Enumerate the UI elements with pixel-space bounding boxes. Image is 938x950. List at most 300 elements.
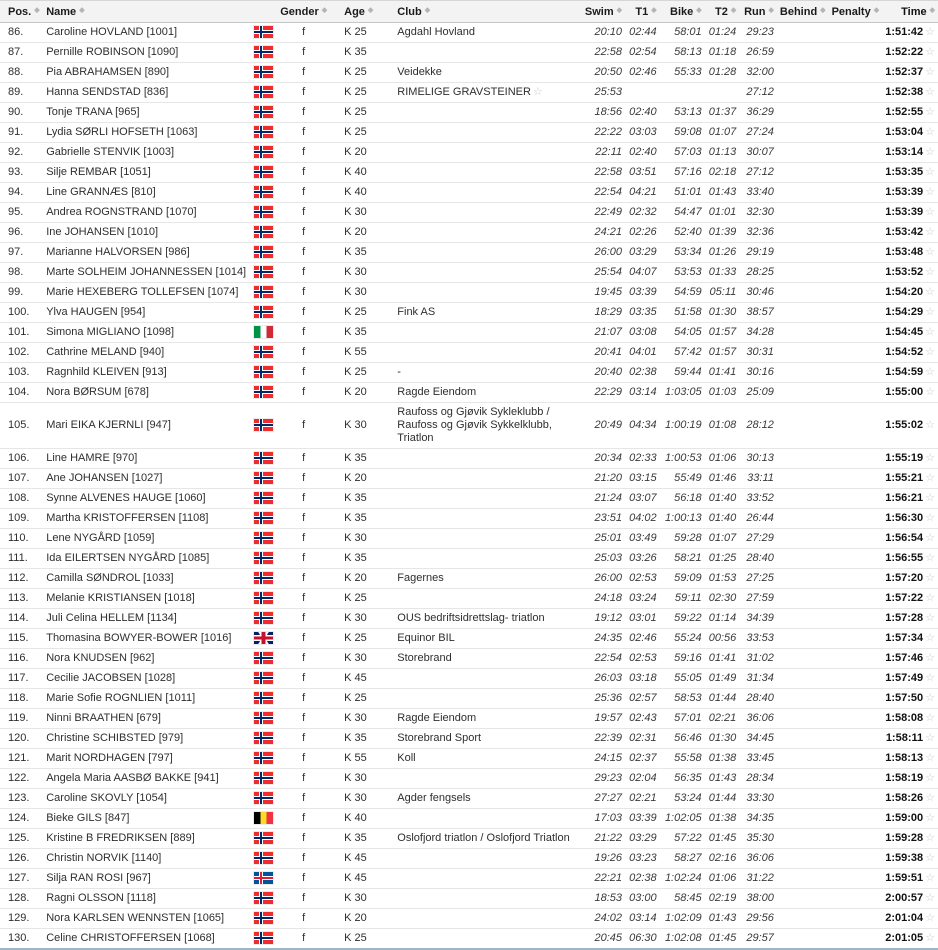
- time-cell: [882, 469, 938, 489]
- flag-norway-icon: [254, 712, 273, 724]
- table-row: [0, 363, 938, 383]
- time-cell: [882, 809, 938, 829]
- favorite-star-icon[interactable]: ☆: [925, 26, 935, 38]
- club-cell: [387, 223, 582, 243]
- flag-cell: [251, 343, 277, 363]
- favorite-star-icon[interactable]: ☆: [925, 286, 935, 298]
- run-cell: 33:53: [739, 629, 777, 649]
- gender-cell: f: [277, 143, 330, 163]
- col-header-club[interactable]: [387, 1, 582, 23]
- favorite-star-icon[interactable]: ☆: [925, 206, 935, 218]
- t2-cell: 01:01: [705, 203, 740, 223]
- pos-cell: 97.: [0, 243, 43, 263]
- behind-cell: [777, 769, 829, 789]
- col-header-t2[interactable]: [705, 1, 740, 23]
- favorite-star-icon[interactable]: ☆: [925, 632, 935, 644]
- club-cell: Raufoss og Gjøvik Sykleklubb / Raufoss og Gjøvik Sykkelklubb, Triatlon: [387, 403, 582, 449]
- bike-cell: 1:02:05: [660, 809, 705, 829]
- t2-cell: 02:16: [705, 849, 740, 869]
- t2-cell: 01:30: [705, 729, 740, 749]
- favorite-star-icon[interactable]: ☆: [925, 552, 935, 564]
- gender-cell: f: [277, 509, 330, 529]
- gender-cell: f: [277, 383, 330, 403]
- favorite-star-icon[interactable]: ☆: [925, 266, 935, 278]
- favorite-star-icon[interactable]: ☆: [925, 419, 935, 431]
- flag-norway-icon: [254, 892, 273, 904]
- gender-cell: f: [277, 323, 330, 343]
- table-row: [0, 203, 938, 223]
- favorite-star-icon[interactable]: ☆: [925, 912, 935, 924]
- t2-cell: 01:57: [705, 343, 740, 363]
- flag-norway-icon: [254, 472, 273, 484]
- penalty-cell: [829, 869, 883, 889]
- favorite-star-icon[interactable]: ☆: [925, 452, 935, 464]
- table-row: [0, 609, 938, 629]
- swim-cell: 25:54: [582, 263, 625, 283]
- age-cell: K 30: [330, 769, 387, 789]
- run-cell: 33:40: [739, 183, 777, 203]
- flag-norway-icon: [254, 66, 273, 78]
- table-row: [0, 829, 938, 849]
- behind-cell: [777, 63, 829, 83]
- flag-cell: [251, 263, 277, 283]
- run-cell: 30:31: [739, 343, 777, 363]
- total-time: 1:56:30: [885, 512, 924, 524]
- pos-cell: 123.: [0, 789, 43, 809]
- swim-cell: 24:21: [582, 223, 625, 243]
- favorite-star-icon[interactable]: ☆: [925, 326, 935, 338]
- time-cell: [882, 569, 938, 589]
- swim-cell: 18:53: [582, 889, 625, 909]
- age-cell: K 35: [330, 489, 387, 509]
- favorite-star-icon[interactable]: ☆: [925, 652, 935, 664]
- flag-cell: [251, 323, 277, 343]
- flag-cell: [251, 689, 277, 709]
- club-cell: [387, 203, 582, 223]
- pos-cell: 126.: [0, 849, 43, 869]
- col-header-behind[interactable]: [777, 1, 829, 23]
- pos-cell: 87.: [0, 43, 43, 63]
- table-row: [0, 223, 938, 243]
- bike-cell: 55:33: [660, 63, 705, 83]
- t1-cell: 03:14: [625, 909, 660, 929]
- flag-norway-icon: [254, 772, 273, 784]
- name-cell: Celine CHRISTOFFERSEN [1068]: [43, 929, 251, 950]
- favorite-star-icon[interactable]: ☆: [925, 166, 935, 178]
- swim-cell: 19:45: [582, 283, 625, 303]
- bike-cell: 58:27: [660, 849, 705, 869]
- total-time: 1:58:11: [885, 732, 924, 744]
- gender-cell: f: [277, 749, 330, 769]
- flag-norway-icon: [254, 672, 273, 684]
- penalty-cell: [829, 183, 883, 203]
- age-cell: K 20: [330, 143, 387, 163]
- time-cell: [882, 343, 938, 363]
- age-cell: K 30: [330, 529, 387, 549]
- name-cell: Ylva HAUGEN [954]: [43, 303, 251, 323]
- favorite-star-icon[interactable]: ☆: [925, 832, 935, 844]
- t2-cell: 01:43: [705, 909, 740, 929]
- penalty-cell: [829, 849, 883, 869]
- pos-cell: 100.: [0, 303, 43, 323]
- gender-cell: f: [277, 283, 330, 303]
- table-row: [0, 123, 938, 143]
- favorite-star-icon[interactable]: ☆: [925, 386, 935, 398]
- name-cell: Marte SOLHEIM JOHANNESSEN [1014]: [43, 263, 251, 283]
- flag-norway-icon: [254, 146, 273, 158]
- favorite-star-icon[interactable]: ☆: [925, 732, 935, 744]
- club-cell: RIMELIGE GRAVSTEINER ☆: [387, 83, 582, 103]
- total-time: 1:59:38: [885, 852, 924, 864]
- favorite-star-icon[interactable]: ☆: [925, 692, 935, 704]
- sort-icon: ◆: [651, 7, 657, 14]
- col-label-name: Name: [46, 6, 77, 18]
- favorite-star-icon[interactable]: ☆: [925, 812, 935, 824]
- t1-cell: 03:39: [625, 809, 660, 829]
- flag-cell: [251, 769, 277, 789]
- pos-cell: 115.: [0, 629, 43, 649]
- flag-cell: [251, 303, 277, 323]
- gender-cell: f: [277, 243, 330, 263]
- behind-cell: [777, 709, 829, 729]
- run-cell: 30:07: [739, 143, 777, 163]
- t1-cell: 02:43: [625, 709, 660, 729]
- time-cell: [882, 689, 938, 709]
- flag-iceland-icon: [254, 872, 273, 884]
- total-time: 1:53:39: [885, 186, 924, 198]
- flag-norway-icon: [254, 266, 273, 278]
- name-cell: Ane JOHANSEN [1027]: [43, 469, 251, 489]
- t2-cell: 01:18: [705, 43, 740, 63]
- favorite-star-icon[interactable]: ☆: [925, 46, 935, 58]
- col-header-gender[interactable]: [277, 1, 330, 23]
- col-header-time[interactable]: [882, 1, 938, 23]
- table-body: [0, 23, 938, 950]
- time-cell: [882, 549, 938, 569]
- bike-cell: [660, 83, 705, 103]
- run-cell: 27:25: [739, 569, 777, 589]
- name-cell: Melanie KRISTIANSEN [1018]: [43, 589, 251, 609]
- penalty-cell: [829, 303, 883, 323]
- age-cell: K 20: [330, 383, 387, 403]
- bike-cell: 57:42: [660, 343, 705, 363]
- favorite-star-icon[interactable]: ☆: [925, 752, 935, 764]
- club-cell: [387, 869, 582, 889]
- flag-norway-icon: [254, 206, 273, 218]
- gender-cell: f: [277, 709, 330, 729]
- flag-norway-icon: [254, 572, 273, 584]
- bike-cell: 58:01: [660, 23, 705, 43]
- col-label-age: Age: [344, 6, 365, 18]
- run-cell: 28:34: [739, 769, 777, 789]
- bike-cell: 54:59: [660, 283, 705, 303]
- penalty-cell: [829, 469, 883, 489]
- flag-cell: [251, 283, 277, 303]
- name-cell: Caroline HOVLAND [1001]: [43, 23, 251, 43]
- favorite-star-icon[interactable]: ☆: [925, 572, 935, 584]
- behind-cell: [777, 243, 829, 263]
- col-header-t1[interactable]: [625, 1, 660, 23]
- penalty-cell: [829, 323, 883, 343]
- col-header-bike[interactable]: [660, 1, 705, 23]
- gender-cell: f: [277, 103, 330, 123]
- favorite-star-icon[interactable]: ☆: [925, 186, 935, 198]
- favorite-star-icon[interactable]: ☆: [925, 306, 935, 318]
- flag-norway-icon: [254, 652, 273, 664]
- age-cell: K 30: [330, 403, 387, 449]
- bike-cell: 59:16: [660, 649, 705, 669]
- t1-cell: 02:40: [625, 103, 660, 123]
- penalty-cell: [829, 689, 883, 709]
- sort-icon: ◆: [321, 7, 328, 14]
- behind-cell: [777, 509, 829, 529]
- name-cell: Thomasina BOWYER-BOWER [1016]: [43, 629, 251, 649]
- time-cell: [882, 263, 938, 283]
- col-label-penalty: Penalty: [831, 6, 871, 18]
- flag-cell: [251, 469, 277, 489]
- time-cell: [882, 609, 938, 629]
- favorite-star-icon[interactable]: ☆: [925, 712, 935, 724]
- name-cell: Pia ABRAHAMSEN [890]: [43, 63, 251, 83]
- run-cell: 27:59: [739, 589, 777, 609]
- favorite-star-icon[interactable]: ☆: [925, 226, 935, 238]
- favorite-star-icon[interactable]: ☆: [925, 892, 935, 904]
- bike-cell: 1:03:05: [660, 383, 705, 403]
- favorite-star-icon[interactable]: ☆: [925, 672, 935, 684]
- favorite-star-icon[interactable]: ☆: [925, 852, 935, 864]
- favorite-star-icon[interactable]: ☆: [925, 772, 935, 784]
- table-row: [0, 83, 938, 103]
- col-header-swim[interactable]: [582, 1, 625, 23]
- pos-cell: 120.: [0, 729, 43, 749]
- total-time: 1:53:35: [885, 166, 924, 178]
- age-cell: K 35: [330, 829, 387, 849]
- total-time: 1:54:52: [885, 346, 924, 358]
- pos-cell: 96.: [0, 223, 43, 243]
- flag-norway-icon: [254, 732, 273, 744]
- total-time: 1:51:42: [885, 26, 924, 38]
- favorite-star-icon[interactable]: ☆: [925, 346, 935, 358]
- run-cell: 27:12: [739, 163, 777, 183]
- behind-cell: [777, 363, 829, 383]
- t1-cell: 06:30: [625, 929, 660, 950]
- bike-cell: 53:24: [660, 789, 705, 809]
- name-cell: Camilla SØNDROL [1033]: [43, 569, 251, 589]
- t2-cell: 00:56: [705, 629, 740, 649]
- col-header-pos[interactable]: [0, 1, 43, 23]
- flag-cell: [251, 549, 277, 569]
- penalty-cell: [829, 749, 883, 769]
- behind-cell: [777, 809, 829, 829]
- favorite-star-icon[interactable]: ☆: [925, 366, 935, 378]
- name-cell: Ragni OLSSON [1118]: [43, 889, 251, 909]
- swim-cell: 25:36: [582, 689, 625, 709]
- gender-cell: f: [277, 769, 330, 789]
- penalty-cell: [829, 629, 883, 649]
- col-header-run[interactable]: [739, 1, 777, 23]
- flag-norway-icon: [254, 386, 273, 398]
- club-cell: [387, 489, 582, 509]
- table-row: [0, 243, 938, 263]
- flag-cell: [251, 163, 277, 183]
- time-cell: [882, 63, 938, 83]
- swim-cell: 22:49: [582, 203, 625, 223]
- name-cell: Simona MIGLIANO [1098]: [43, 323, 251, 343]
- flag-norway-icon: [254, 86, 273, 98]
- gender-cell: f: [277, 929, 330, 950]
- run-cell: 34:39: [739, 609, 777, 629]
- total-time: 2:01:05: [885, 932, 924, 944]
- name-cell: Marie Sofie ROGNLIEN [1011]: [43, 689, 251, 709]
- total-time: 2:01:04: [885, 912, 924, 924]
- t2-cell: 01:08: [705, 403, 740, 449]
- t2-cell: 01:45: [705, 929, 740, 950]
- pos-cell: 95.: [0, 203, 43, 223]
- flag-cell: [251, 83, 277, 103]
- favorite-star-icon[interactable]: ☆: [925, 126, 935, 138]
- flag-norway-icon: [254, 419, 273, 431]
- time-cell: [882, 223, 938, 243]
- table-row: [0, 749, 938, 769]
- flag-cell: [251, 363, 277, 383]
- bike-cell: 59:09: [660, 569, 705, 589]
- pos-cell: 117.: [0, 669, 43, 689]
- time-cell: [882, 163, 938, 183]
- gender-cell: f: [277, 809, 330, 829]
- flag-uk-icon: [254, 632, 273, 644]
- name-cell: Silja RAN ROSI [967]: [43, 869, 251, 889]
- behind-cell: [777, 869, 829, 889]
- t1-cell: 04:07: [625, 263, 660, 283]
- age-cell: K 30: [330, 203, 387, 223]
- swim-cell: 22:54: [582, 183, 625, 203]
- pos-cell: 102.: [0, 343, 43, 363]
- col-header-age[interactable]: [330, 1, 387, 23]
- t2-cell: 01:25: [705, 549, 740, 569]
- time-cell: [882, 183, 938, 203]
- favorite-star-icon[interactable]: ☆: [925, 792, 935, 804]
- t2-cell: 01:39: [705, 223, 740, 243]
- run-cell: 26:44: [739, 509, 777, 529]
- t1-cell: 02:53: [625, 569, 660, 589]
- table-row: [0, 183, 938, 203]
- name-cell: Cecilie JACOBSEN [1028]: [43, 669, 251, 689]
- favorite-star-icon[interactable]: ☆: [925, 532, 935, 544]
- run-cell: 28:40: [739, 689, 777, 709]
- penalty-cell: [829, 769, 883, 789]
- club-cell: Veidekke: [387, 63, 582, 83]
- age-cell: K 25: [330, 123, 387, 143]
- name-cell: Hanna SENDSTAD [836]: [43, 83, 251, 103]
- table-row: [0, 323, 938, 343]
- age-cell: K 25: [330, 589, 387, 609]
- t1-cell: 02:04: [625, 769, 660, 789]
- favorite-star-icon[interactable]: ☆: [925, 512, 935, 524]
- penalty-cell: [829, 63, 883, 83]
- favorite-star-icon[interactable]: ☆: [925, 492, 935, 504]
- t2-cell: 01:43: [705, 183, 740, 203]
- favorite-star-icon[interactable]: ☆: [925, 472, 935, 484]
- pos-cell: 116.: [0, 649, 43, 669]
- favorite-star-icon[interactable]: ☆: [925, 932, 935, 944]
- club-cell: Fagernes: [387, 569, 582, 589]
- pos-cell: 91.: [0, 123, 43, 143]
- table-row: [0, 143, 938, 163]
- run-cell: 26:59: [739, 43, 777, 63]
- favorite-star-icon[interactable]: ☆: [925, 872, 935, 884]
- favorite-star-icon[interactable]: ☆: [925, 592, 935, 604]
- swim-cell: 22:22: [582, 123, 625, 143]
- favorite-star-icon[interactable]: ☆: [925, 66, 935, 78]
- favorite-star-icon[interactable]: ☆: [925, 246, 935, 258]
- total-time: 1:56:21: [885, 492, 924, 504]
- favorite-star-icon[interactable]: ☆: [925, 86, 935, 98]
- flag-norway-icon: [254, 366, 273, 378]
- t1-cell: 02:32: [625, 203, 660, 223]
- flag-cell: [251, 569, 277, 589]
- total-time: 1:55:21: [885, 472, 924, 484]
- col-header-flag-spacer: [251, 1, 277, 23]
- age-cell: K 35: [330, 243, 387, 263]
- flag-cell: [251, 829, 277, 849]
- t1-cell: 03:07: [625, 489, 660, 509]
- t1-cell: 02:26: [625, 223, 660, 243]
- t2-cell: 01:44: [705, 689, 740, 709]
- swim-cell: 18:29: [582, 303, 625, 323]
- col-label-club: Club: [397, 6, 422, 18]
- age-cell: K 55: [330, 343, 387, 363]
- col-header-penalty[interactable]: [829, 1, 883, 23]
- flag-norway-icon: [254, 932, 273, 944]
- t1-cell: 02:31: [625, 729, 660, 749]
- flag-cell: [251, 929, 277, 950]
- favorite-star-icon[interactable]: ☆: [925, 146, 935, 158]
- pos-cell: 111.: [0, 549, 43, 569]
- flag-cell: [251, 909, 277, 929]
- time-cell: [882, 829, 938, 849]
- flag-norway-icon: [254, 226, 273, 238]
- t1-cell: [625, 83, 660, 103]
- total-time: 1:52:22: [885, 46, 924, 58]
- favorite-star-icon[interactable]: ☆: [925, 106, 935, 118]
- table-row: [0, 529, 938, 549]
- swim-cell: 26:00: [582, 569, 625, 589]
- t1-cell: 03:49: [625, 529, 660, 549]
- t2-cell: [705, 83, 740, 103]
- penalty-cell: [829, 729, 883, 749]
- flag-cell: [251, 183, 277, 203]
- time-cell: [882, 589, 938, 609]
- t1-cell: 03:26: [625, 549, 660, 569]
- t1-cell: 03:35: [625, 303, 660, 323]
- table-row: [0, 343, 938, 363]
- t1-cell: 02:53: [625, 649, 660, 669]
- club-cell: [387, 849, 582, 869]
- club-cell: [387, 43, 582, 63]
- club-cell: [387, 469, 582, 489]
- age-cell: K 25: [330, 363, 387, 383]
- favorite-star-icon[interactable]: ☆: [925, 612, 935, 624]
- flag-norway-icon: [254, 26, 273, 38]
- run-cell: 30:13: [739, 449, 777, 469]
- gender-cell: f: [277, 869, 330, 889]
- name-cell: Synne ALVENES HAUGE [1060]: [43, 489, 251, 509]
- col-header-name[interactable]: [43, 1, 251, 23]
- penalty-cell: [829, 909, 883, 929]
- penalty-cell: [829, 669, 883, 689]
- time-cell: [882, 909, 938, 929]
- age-cell: K 20: [330, 223, 387, 243]
